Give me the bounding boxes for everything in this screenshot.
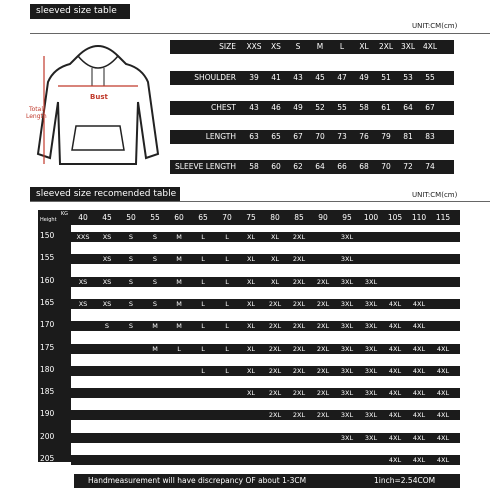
divider [30,201,490,202]
size-recommendation-cell: XS [78,277,88,286]
size-row-label: SIZE [219,42,236,51]
size-recommendation-cell: 2XL [316,389,330,398]
kg-header [71,210,460,225]
size-recommendation-cell: 2XL [316,277,330,286]
height-value: 155 [40,253,55,263]
size-recommendation-cell: XL [246,366,256,375]
size-cell: XL [359,42,369,51]
size-recommendation-cell: XS [102,277,112,286]
kg-value: 55 [150,213,160,222]
divider [30,33,490,34]
size-recommendation-cell: 2XL [292,277,306,286]
recommended-row [71,388,460,398]
size-cell: 49 [293,103,303,112]
height-value: 190 [40,409,55,419]
size-recommendation-cell: 3XL [364,344,378,353]
size-recommendation-cell: 4XL [388,322,402,331]
unit-label: UNIT:CM(cm) [412,191,458,199]
size-recommendation-cell: 2XL [268,411,282,420]
size-cell: 62 [293,162,303,171]
unit-label: UNIT:CM(cm) [412,22,458,30]
size-cell: L [339,42,345,51]
inch-conversion: 1inch=2.54COM [374,476,436,485]
size-recommendation-cell: 3XL [340,233,354,241]
recommended-row [71,321,460,331]
size-recommendation-cell: 3XL [364,433,378,442]
size-recommendation-cell: 2XL [292,322,306,331]
height-value: 205 [40,454,55,463]
size-recommendation-cell: 3XL [340,344,354,353]
height-value: 175 [40,342,55,352]
size-recommendation-cell: 4XL [412,322,426,331]
size-recommendation-cell: L [201,322,205,331]
size-cell: 3XL [400,42,416,51]
size-cell: 53 [403,73,413,82]
size-recommendation-cell: 2XL [316,411,330,420]
size-recommendation-cell: 2XL [268,322,282,331]
size-cell: 70 [381,162,391,171]
kg-value: 50 [126,213,136,222]
kg-value: 110 [411,213,427,222]
bust-label: Bust [90,93,108,101]
size-recommendation-cell: 4XL [388,389,402,398]
recommended-row [71,344,460,354]
size-recommendation-cell: S [152,233,158,241]
size-recommendation-cell: 2XL [268,389,282,398]
size-cell: 47 [337,73,347,82]
discrepancy-note: Handmeasurement will have discrepancy OF about 1-3CM [88,476,307,485]
size-row [170,71,454,85]
size-recommendation-cell: 4XL [388,344,402,353]
hoodie-icon [30,42,166,178]
height-value: 170 [40,320,55,330]
height-label: Height [40,217,57,223]
size-header-row [170,40,454,54]
size-recommendation-cell: M [152,344,158,353]
size-recommendation-cell: 4XL [412,344,426,353]
size-cell: 70 [315,132,325,141]
size-recommendation-cell: L [201,299,205,308]
recommended-row [71,277,460,287]
size-cell: 52 [315,103,325,112]
size-recommendation-cell: S [128,299,134,308]
size-recommendation-cell: S [128,233,134,241]
size-recommendation-cell: 2XL [292,299,306,308]
size-recommendation-cell: M [176,299,182,308]
recommended-row [71,299,460,309]
size-recommendation-cell: 2XL [292,233,306,241]
size-recommendation-cell: 4XL [388,456,402,464]
size-recommendation-cell: 4XL [436,456,450,464]
size-recommendation-cell: 3XL [364,299,378,308]
size-recommendation-cell: XL [246,277,256,286]
size-recommendation-cell: 4XL [412,456,426,464]
size-recommendation-cell: XL [246,233,256,241]
size-recommendation-cell: 4XL [436,344,450,353]
size-recommendation-cell: L [201,255,205,264]
size-recommendation-cell: XL [270,233,280,241]
size-cell: 74 [425,162,435,171]
size-recommendation-cell: S [152,255,158,264]
size-cell: 60 [271,162,281,171]
size-recommendation-cell: 2XL [292,411,306,420]
size-cell: 64 [315,162,325,171]
kg-value: 75 [246,213,256,222]
height-value: 160 [40,275,55,285]
size-row-label: LENGTH [205,132,236,141]
size-cell: S [295,42,301,51]
kg-value: 100 [363,213,379,222]
size-recommendation-cell: L [201,344,205,353]
size-recommendation-cell: L [225,255,229,264]
size-recommendation-cell: XL [246,255,256,264]
size-cell: 43 [293,73,303,82]
size-recommendation-cell: XXS [76,233,90,241]
recommended-row [71,366,460,376]
size-recommendation-cell: 4XL [412,411,426,420]
size-recommendation-cell: 4XL [436,433,450,442]
size-cell: 43 [249,103,259,112]
size-recommendation-cell: 4XL [436,389,450,398]
size-recommendation-cell: 3XL [340,389,354,398]
size-cell: 81 [403,132,413,141]
size-recommendation-cell: 3XL [364,411,378,420]
size-recommendation-cell: M [176,322,182,331]
size-recommendation-cell: L [225,233,229,241]
size-cell: 58 [249,162,259,171]
size-recommendation-cell: 3XL [340,322,354,331]
size-row-label: SLEEVE LENGTH [175,162,236,171]
hoodie-diagram [26,42,166,178]
size-recommendation-cell: M [176,233,182,241]
size-cell: 79 [381,132,391,141]
size-recommendation-cell: 4XL [412,299,426,308]
size-recommendation-cell: XL [246,322,256,331]
size-recommendation-cell: 2XL [268,344,282,353]
kg-value: 105 [387,213,403,222]
size-recommendation-cell: XL [246,299,256,308]
size-recommendation-cell: 4XL [388,411,402,420]
size-recommendation-cell: L [225,322,229,331]
size-recommendation-cell: S [104,322,110,331]
recommended-table-title: sleeved size recomended table [30,187,180,202]
size-recommendation-cell: L [177,344,181,353]
size-cell: M [316,42,324,51]
size-recommendation-cell: L [225,299,229,308]
size-recommendation-cell: 3XL [364,277,378,286]
size-recommendation-cell: XL [270,277,280,286]
size-recommendation-cell: 2XL [268,366,282,375]
size-recommendation-cell: 4XL [412,389,426,398]
size-cell: 41 [271,73,281,82]
size-cell: 51 [381,73,391,82]
size-recommendation-cell: L [201,233,205,241]
kg-value: 95 [342,213,352,222]
size-recommendation-cell: 4XL [388,433,402,442]
kg-value: 85 [294,213,304,222]
size-recommendation-cell: XS [102,299,112,308]
kg-value: 70 [222,213,232,222]
kg-value: 115 [435,213,451,222]
size-recommendation-cell: 4XL [388,299,402,308]
size-recommendation-cell: XL [246,389,256,398]
size-recommendation-cell: M [176,277,182,286]
recommended-row [71,410,460,420]
size-recommendation-cell: L [225,366,229,375]
height-value: 200 [40,431,55,441]
size-cell: XXS [246,42,262,51]
total-length-label: Total Length [26,106,47,120]
size-cell: 73 [337,132,347,141]
size-row [170,101,454,115]
size-recommendation-cell: 3XL [340,277,354,286]
size-cell: XS [271,42,281,51]
size-recommendation-cell: 3XL [364,322,378,331]
height-value: 150 [40,231,55,240]
size-recommendation-cell: M [176,255,182,264]
kg-value: 90 [318,213,328,222]
size-recommendation-cell: S [128,322,134,331]
size-recommendation-cell: 4XL [412,366,426,375]
size-recommendation-cell: 3XL [340,255,354,264]
size-cell: 63 [249,132,259,141]
size-row [170,130,454,144]
recommended-row [71,433,460,443]
size-cell: 67 [425,103,435,112]
height-value: 180 [40,364,55,374]
recommended-row [71,254,460,264]
size-recommendation-cell: 2XL [316,344,330,353]
size-cell: 76 [359,132,369,141]
size-recommendation-cell: M [152,322,158,331]
size-recommendation-cell: 3XL [364,389,378,398]
size-recommendation-cell: 2XL [268,299,282,308]
kg-value: 40 [78,213,88,222]
kg-value: 80 [270,213,280,222]
size-table-title: sleeved size table [30,4,130,19]
size-row [170,160,454,174]
size-recommendation-cell: L [225,277,229,286]
kg-label: KG [60,211,68,217]
size-cell: 72 [403,162,413,171]
size-cell: 39 [249,73,259,82]
size-cell: 4XL [422,42,438,51]
size-recommendation-cell: 3XL [340,411,354,420]
size-cell: 46 [271,103,281,112]
size-recommendation-cell: XL [270,255,280,264]
kg-value: 65 [198,213,208,222]
size-cell: 55 [337,103,347,112]
size-cell: 49 [359,73,369,82]
height-value: 185 [40,387,55,397]
size-recommendation-cell: 3XL [364,366,378,375]
recommended-table [38,210,460,462]
size-recommendation-cell: 2XL [292,366,306,375]
size-cell: 65 [271,132,281,141]
size-recommendation-cell: XS [78,299,88,308]
size-recommendation-cell: 4XL [412,433,426,442]
size-recommendation-cell: S [152,277,158,286]
size-cell: 68 [359,162,369,171]
size-cell: 2XL [378,42,394,51]
size-recommendation-cell: 2XL [292,344,306,353]
size-cell: 67 [293,132,303,141]
size-cell: 45 [315,73,325,82]
size-recommendation-cell: 3XL [340,366,354,375]
size-recommendation-cell: 4XL [436,411,450,420]
size-cell: 64 [403,103,413,112]
size-recommendation-cell: XL [246,344,256,353]
size-recommendation-cell: L [225,344,229,353]
size-recommendation-cell: XS [102,233,112,241]
size-recommendation-cell: 3XL [340,299,354,308]
size-recommendation-cell: 4XL [388,366,402,375]
height-column [38,210,71,462]
size-recommendation-cell: 3XL [340,433,354,442]
size-recommendation-cell: 4XL [436,366,450,375]
kg-value: 60 [174,213,184,222]
size-row-label: CHEST [211,103,236,112]
size-cell: 55 [425,73,435,82]
kg-height-label [40,211,68,223]
size-recommendation-cell: S [128,277,134,286]
size-row-label: SHOULDER [194,73,236,82]
size-cell: 83 [425,132,435,141]
size-recommendation-cell: S [128,255,134,264]
size-recommendation-cell: L [201,277,205,286]
height-value: 165 [40,297,55,307]
size-recommendation-cell: L [201,366,205,375]
recommended-row [71,455,460,465]
size-recommendation-cell: 2XL [316,322,330,331]
size-recommendation-cell: 2XL [316,299,330,308]
size-cell: 58 [359,103,369,112]
size-cell: 61 [381,103,391,112]
size-recommendation-cell: XS [102,255,112,264]
size-recommendation-cell: 2XL [292,389,306,398]
recommended-row [71,232,460,242]
footer-note [74,474,460,488]
size-recommendation-cell: S [152,299,158,308]
size-cell: 66 [337,162,347,171]
size-recommendation-cell: 2XL [292,255,306,264]
kg-value: 45 [102,213,112,222]
size-recommendation-cell: 2XL [316,366,330,375]
